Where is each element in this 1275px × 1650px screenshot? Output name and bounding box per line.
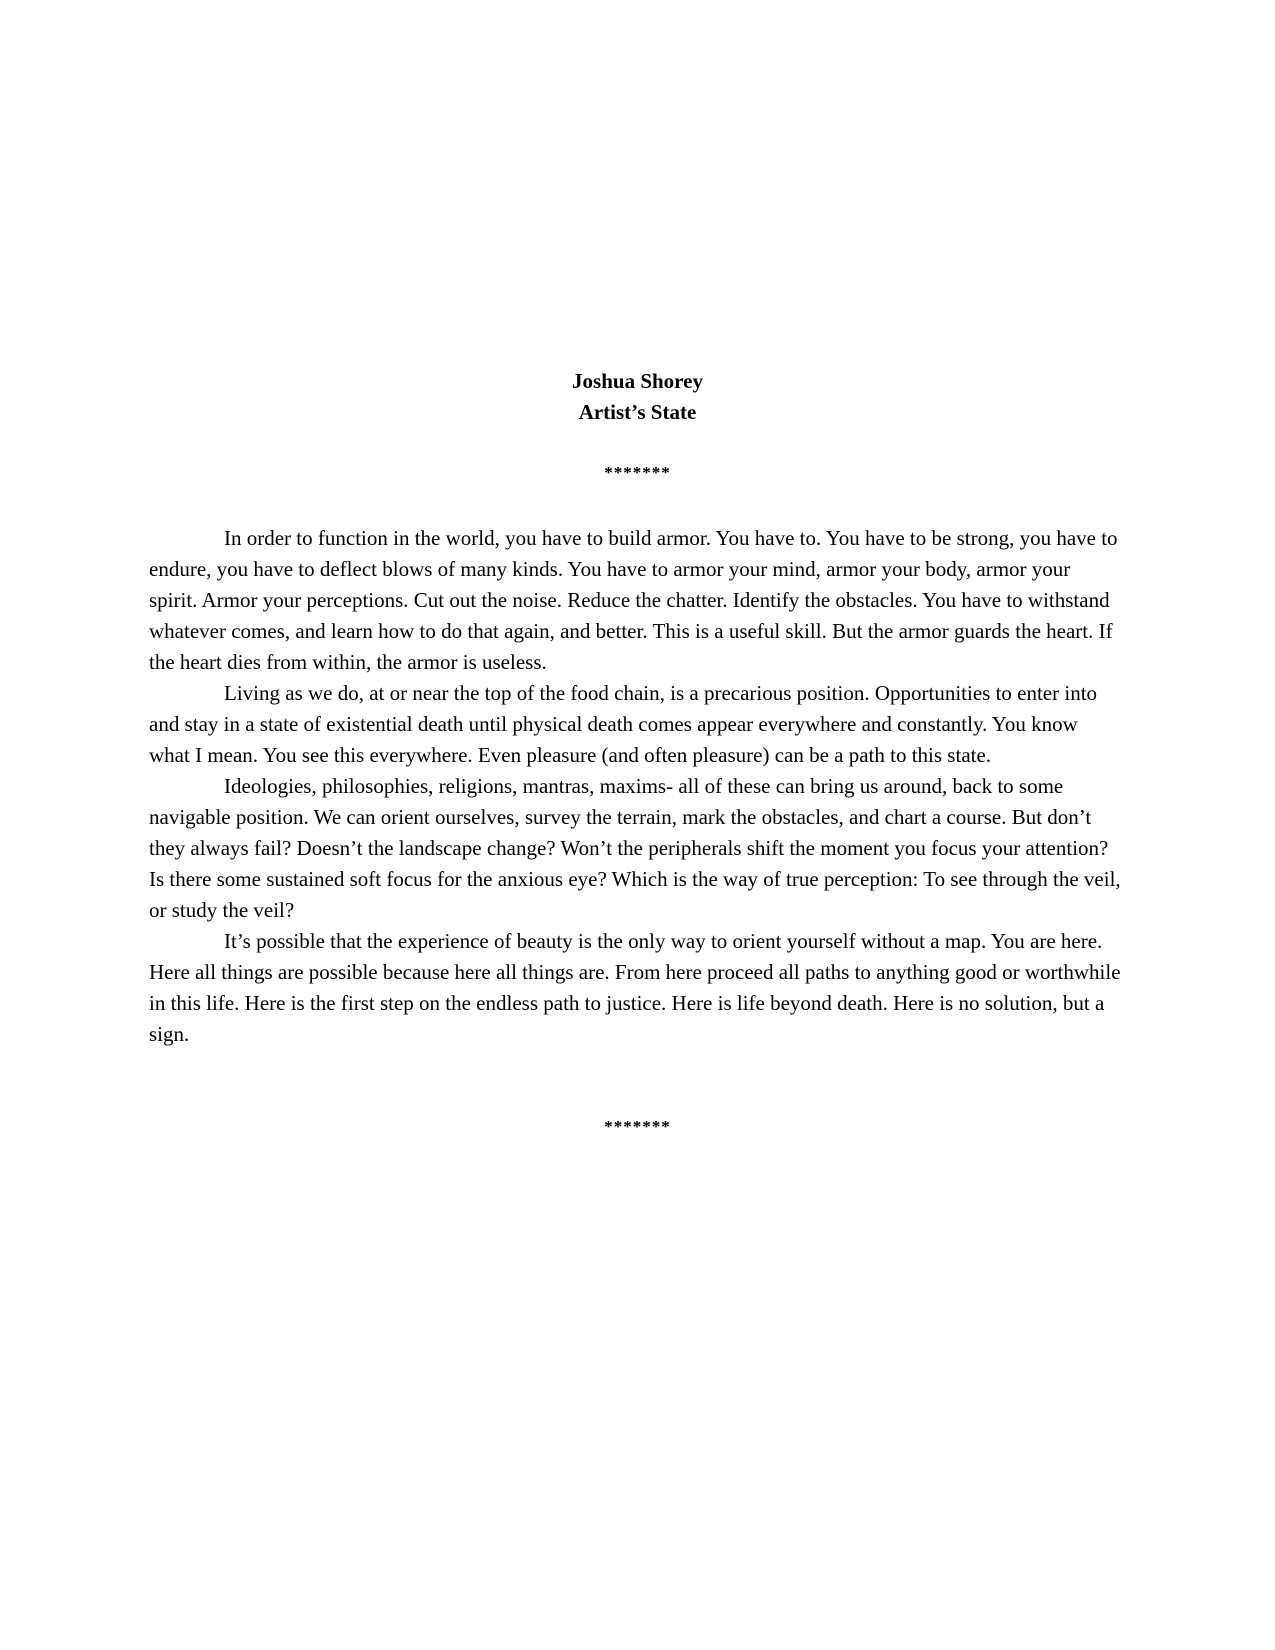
body-text bbox=[149, 523, 1121, 1050]
paragraph-1: In order to function in the world, you have to build armor. You have to. You have to be strong, you have to endure, you have to deflect blows of many kinds. You have to armor your mind, armor your body, armor your spirit. Armor your perceptions. Cut out the noise. Reduce the chatter. Identify the obstacles. You have to withstand whatever comes, and learn how to do that again, and better. This is a useful skill. But the armor guards the heart. If the heart dies from within, the armor is useless. bbox=[149, 526, 1118, 674]
paragraph-2: Living as we do, at or near the top of the food chain, is a precarious position. Opportunities to enter into and stay in a state of existential death until physical death comes appear everywhere and constantly. You know what I mean. You see this everywhere. Even pleasure (and often pleasure) can be a path to this state. bbox=[149, 681, 1098, 767]
title-block bbox=[0, 366, 1275, 428]
paragraph-4: It’s possible that the experience of beauty is the only way to orient yourself without a map. You are here. Here all things are possible because here all things are. From here proceed all paths to anything good or worthwhile in this life. Here is the first step on the endless path to justice. Here is life beyond death. Here is no solution, but a sign. bbox=[149, 929, 1121, 1046]
separator-top: ******* bbox=[604, 463, 671, 482]
paragraph-3: Ideologies, philosophies, religions, mantras, maxims- all of these can bring us around, back to some navigable position. We can orient ourselves, survey the terrain, mark the obstacles, and chart a course. But don’t they always fail? Doesn’t the landscape change? Won’t the peripherals shift the moment you focus your attention? Is there some sustained soft focus for the anxious eye? Which is the way of true perception: To see through the veil, or study the veil? bbox=[149, 774, 1121, 922]
author-name: Joshua Shorey bbox=[572, 369, 703, 393]
separator-bottom: ******* bbox=[604, 1117, 671, 1136]
document-title: Artist’s State bbox=[578, 400, 697, 424]
